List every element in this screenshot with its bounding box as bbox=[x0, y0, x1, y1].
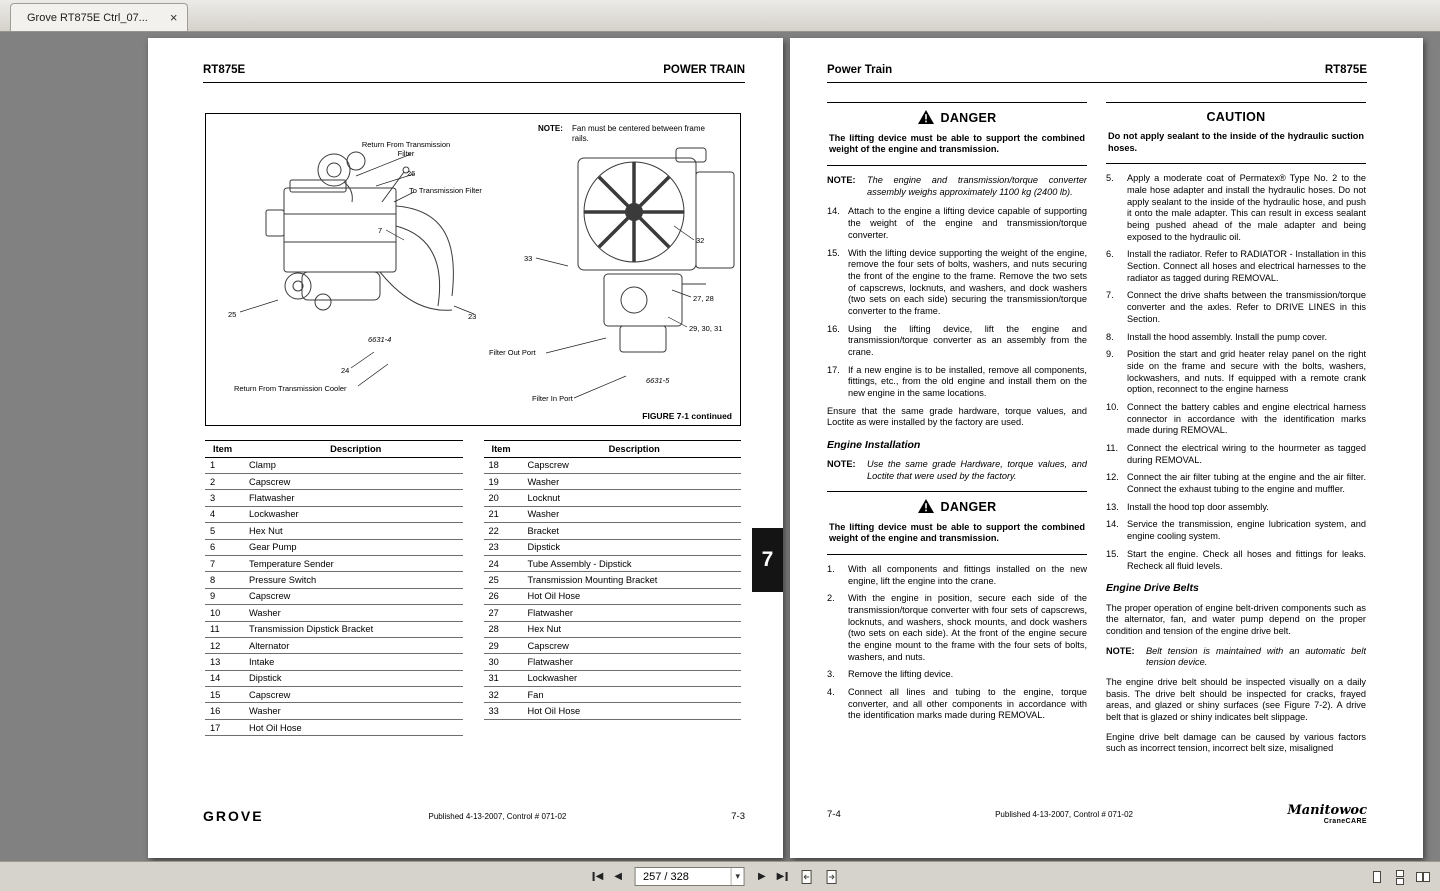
previous-view-button[interactable] bbox=[797, 868, 815, 886]
cranecare-wordmark: CraneCARE bbox=[1323, 818, 1367, 825]
item-number: 10 bbox=[210, 607, 221, 618]
continuous-view-icon bbox=[1392, 869, 1408, 885]
item-description: Pressure Switch bbox=[249, 575, 317, 586]
item-description: Flatwasher bbox=[249, 493, 295, 504]
table-row bbox=[484, 523, 742, 539]
step-number: 11. bbox=[1106, 443, 1119, 453]
item-number: 1 bbox=[210, 460, 216, 471]
item-number: 17 bbox=[210, 722, 221, 733]
step-text: With all components and fittings installed on the new engine, lift the engine into the crane. bbox=[848, 563, 1087, 586]
note-block bbox=[1106, 646, 1366, 669]
table-header-row bbox=[484, 441, 742, 458]
paragraph: Engine drive belt damage can be caused by various factors such as incorrect tension, incorrect belt size, misaligned bbox=[1106, 731, 1366, 754]
item-number: 22 bbox=[488, 525, 499, 536]
item-description: Washer bbox=[527, 509, 560, 520]
parts-table-2 bbox=[484, 440, 742, 736]
left-triangle-icon: ◀ bbox=[595, 870, 604, 882]
step-number: 5. bbox=[1106, 173, 1114, 184]
table-row bbox=[205, 507, 463, 523]
table-row bbox=[484, 671, 742, 687]
step-number: 9. bbox=[1106, 349, 1114, 360]
item-number: 3 bbox=[210, 493, 216, 504]
numbered-step bbox=[827, 669, 1087, 681]
numbered-step bbox=[1106, 549, 1366, 572]
step-number: 14. bbox=[827, 206, 840, 217]
parts-tables bbox=[205, 440, 741, 736]
note-block bbox=[827, 459, 1087, 482]
table-row bbox=[205, 622, 463, 638]
figure-callout: Return From Transmission Filter bbox=[361, 140, 451, 158]
item-description: Fan bbox=[527, 689, 544, 700]
item-description: Temperature Sender bbox=[249, 558, 334, 569]
danger-text: The lifting device must be able to support the combined weight of the engine and transmission. bbox=[829, 132, 1085, 155]
warning-triangle-icon bbox=[918, 499, 934, 517]
item-description: Flatwasher bbox=[527, 656, 573, 667]
item-description: Transmission Dipstick Bracket bbox=[249, 624, 374, 635]
figure-note bbox=[538, 124, 718, 144]
item-number: 28 bbox=[488, 624, 499, 635]
item-number: 4 bbox=[210, 509, 216, 520]
next-view-icon bbox=[823, 869, 839, 885]
danger-box bbox=[827, 102, 1087, 166]
right-triangle-icon: ▶ bbox=[757, 870, 766, 882]
item-number: 6 bbox=[210, 542, 216, 553]
item-description: Hot Oil Hose bbox=[249, 722, 302, 733]
first-page-button[interactable] bbox=[590, 870, 606, 884]
page-header bbox=[827, 64, 1367, 83]
danger-box bbox=[827, 491, 1087, 555]
manitowoc-logo bbox=[1287, 804, 1367, 825]
header-section: Power Train bbox=[827, 64, 893, 76]
table-header-row bbox=[205, 441, 463, 458]
two-page-view-button[interactable] bbox=[1414, 868, 1432, 886]
step-text: Using the lifting device, lift the engine and transmission/torque converter as an assembly from the crane. bbox=[848, 323, 1087, 357]
numbered-step bbox=[1106, 402, 1366, 437]
step-number: 2. bbox=[827, 593, 835, 604]
page-indicator-value: 257 / 328 bbox=[642, 870, 689, 883]
item-number: 18 bbox=[488, 460, 499, 471]
item-description: Intake bbox=[249, 656, 275, 667]
item-description: Washer bbox=[249, 706, 281, 717]
table-row bbox=[484, 540, 742, 556]
table-row bbox=[484, 687, 742, 703]
manitowoc-wordmark: Manitowoc bbox=[1287, 803, 1367, 818]
page-header bbox=[203, 64, 745, 83]
figure-callout: To Transmission Filter bbox=[409, 186, 482, 195]
pdf-toolbar bbox=[0, 861, 1440, 891]
previous-page-button[interactable] bbox=[612, 870, 624, 884]
item-description: Washer bbox=[249, 607, 281, 618]
numbered-step bbox=[827, 248, 1087, 318]
item-description: Capscrew bbox=[249, 591, 291, 602]
numbered-step bbox=[1106, 443, 1366, 466]
item-number: 33 bbox=[488, 706, 499, 717]
item-number: 16 bbox=[210, 706, 221, 717]
header-model: RT875E bbox=[203, 64, 246, 76]
item-number: 20 bbox=[488, 493, 499, 504]
step-text: Install the hood assembly. Install the pump cover. bbox=[1127, 331, 1328, 342]
right-triangle-icon: ▶ bbox=[776, 870, 785, 882]
window-tab-bar bbox=[0, 0, 1440, 32]
note-text: Belt tension is maintained with an automatic belt tension device. bbox=[1146, 645, 1366, 668]
item-number: 21 bbox=[488, 509, 499, 520]
item-number: 9 bbox=[210, 591, 216, 602]
column-right bbox=[1106, 102, 1366, 792]
page-footer bbox=[203, 808, 745, 824]
item-number: 5 bbox=[210, 525, 216, 536]
step-text: Install the radiator. Refer to RADIATOR - Installation in this Section. Connect all hoses and electrical harnesses to the radiator as tagged during REMOVAL. bbox=[1127, 249, 1366, 283]
item-description: Tube Assembly - Dipstick bbox=[527, 558, 632, 569]
step-number: 16. bbox=[827, 323, 840, 334]
step-text: Remove the lifting device. bbox=[848, 669, 954, 680]
item-number: 31 bbox=[488, 673, 499, 684]
table-row bbox=[205, 490, 463, 506]
document-tab[interactable] bbox=[10, 3, 188, 31]
parts-table-1 bbox=[205, 440, 463, 736]
danger-title: DANGER bbox=[940, 110, 997, 125]
table-row bbox=[484, 703, 742, 719]
single-page-view-icon bbox=[1369, 869, 1385, 885]
table-row bbox=[484, 556, 742, 572]
item-number: 8 bbox=[210, 575, 216, 586]
first-page-bar-icon bbox=[593, 872, 595, 881]
note-text: The engine and transmission/torque converter assembly weighs approximately 1100 kg (2400 lb). bbox=[867, 175, 1087, 197]
numbered-step bbox=[1106, 173, 1366, 243]
figure-callout: 33 bbox=[524, 254, 533, 263]
numbered-step bbox=[1106, 249, 1366, 284]
subsection-heading: Engine Drive Belts bbox=[1106, 582, 1199, 595]
figure-callout: 25 bbox=[228, 310, 237, 319]
figure-number-right: 6631-5 bbox=[646, 376, 670, 385]
table-row bbox=[205, 572, 463, 588]
table-row bbox=[205, 654, 463, 670]
item-description: Bracket bbox=[527, 525, 560, 536]
step-number: 10. bbox=[1106, 401, 1119, 412]
header-section: POWER TRAIN bbox=[663, 64, 745, 76]
step-text: Start the engine. Check all hoses and fittings for leaks. Recheck all fluid levels. bbox=[1127, 548, 1366, 571]
step-text: Connect the drive shafts between the transmission/torque converter and the axles. Refer to DRIVE LINES in this Section. bbox=[1127, 290, 1366, 324]
figure-callout: Filter Out Port bbox=[489, 348, 536, 357]
description-header: Description bbox=[608, 443, 660, 454]
step-number: 15. bbox=[1106, 548, 1119, 559]
item-number: 19 bbox=[488, 476, 499, 487]
caution-box bbox=[1106, 102, 1366, 164]
numbered-step bbox=[827, 365, 1087, 400]
item-description: Alternator bbox=[249, 640, 290, 651]
item-number: 25 bbox=[488, 575, 499, 586]
step-text: If a new engine is to be installed, remove all components, fittings, etc., from the old engine and install them on the new engine in the same locations. bbox=[848, 364, 1087, 399]
caution-title: CAUTION bbox=[1206, 110, 1266, 124]
table-row bbox=[484, 622, 742, 638]
table-row bbox=[205, 474, 463, 490]
item-number: 23 bbox=[488, 542, 499, 553]
last-page-button[interactable] bbox=[775, 870, 791, 884]
step-text: Service the transmission, engine lubrication system, and engine cooling system. bbox=[1127, 519, 1366, 542]
table-row bbox=[205, 605, 463, 621]
step-text: Install the hood top door assembly. bbox=[1127, 501, 1269, 512]
step-number: 6. bbox=[1106, 249, 1114, 260]
item-description: Hot Oil Hose bbox=[527, 591, 581, 602]
item-description: Gear Pump bbox=[249, 542, 297, 553]
item-number: 27 bbox=[488, 607, 499, 618]
note-block bbox=[827, 175, 1087, 198]
table-row bbox=[205, 703, 463, 719]
note-label: NOTE: bbox=[1106, 645, 1135, 656]
figure-callout: Filter In Port bbox=[532, 394, 573, 403]
item-description: Capscrew bbox=[527, 460, 569, 471]
table-row bbox=[484, 605, 742, 621]
item-description: Capscrew bbox=[249, 689, 291, 700]
item-number: 32 bbox=[488, 689, 499, 700]
danger-title: DANGER bbox=[940, 499, 997, 514]
table-row bbox=[205, 556, 463, 572]
numbered-step bbox=[827, 687, 1087, 722]
published-note: Published 4-13-2007, Control # 071-02 bbox=[995, 810, 1133, 819]
figure-callout: 29, 30, 31 bbox=[689, 324, 723, 333]
figure-callout: Return From Transmission Cooler bbox=[234, 384, 347, 393]
item-description: Lockwasher bbox=[249, 509, 299, 520]
table-row bbox=[205, 687, 463, 703]
item-number: 12 bbox=[210, 640, 221, 651]
step-text: Attach to the engine a lifting device capable of supporting the weight of the engine and transmission/torque converter. bbox=[848, 206, 1087, 240]
column-left bbox=[827, 102, 1087, 792]
figure-callout: 23 bbox=[468, 312, 477, 321]
step-text: With the engine in position, secure each side of the transmission/torque converter with four sets of capscrews, locknuts, and washers, shock mounts, and dock washers (two sets on each side). At the front of the engine secure the engine mount to the frame with the four sets of bolts, washers, and nuts. bbox=[848, 593, 1087, 662]
chevron-down-icon[interactable]: ▾ bbox=[730, 868, 744, 885]
step-number: 3. bbox=[827, 669, 835, 680]
published-note: Published 4-13-2007, Control # 071-02 bbox=[428, 811, 567, 821]
step-number: 14. bbox=[1106, 519, 1119, 530]
item-header: Item bbox=[213, 443, 233, 454]
page-footer bbox=[827, 804, 1367, 825]
numbered-step bbox=[1106, 502, 1366, 514]
manual-page-right bbox=[790, 38, 1423, 858]
step-text: Connect all lines and tubing to the engine, torque converter, and all other components in accordance with the identification marks made during REMOVAL. bbox=[848, 687, 1087, 721]
step-text: Connect the electrical wiring to the hourmeter as tagged during REMOVAL. bbox=[1127, 443, 1366, 465]
item-description: Hot Oil Hose bbox=[527, 706, 581, 717]
table-row bbox=[484, 654, 742, 670]
table-row bbox=[484, 638, 742, 654]
figure-callout: 7 bbox=[378, 226, 383, 235]
numbered-step bbox=[827, 324, 1087, 359]
table-row bbox=[484, 474, 742, 490]
next-page-button[interactable] bbox=[756, 870, 768, 884]
step-number: 15. bbox=[827, 247, 840, 258]
item-description: Hex Nut bbox=[249, 525, 283, 536]
figure-number-left: 6631-4 bbox=[368, 335, 392, 344]
single-page-view-button[interactable] bbox=[1368, 868, 1386, 886]
item-description: Flatwasher bbox=[527, 607, 573, 618]
item-number: 13 bbox=[210, 656, 221, 667]
item-number: 7 bbox=[210, 558, 216, 569]
paragraph: The engine drive belt should be inspected visually on a daily basis. The drive belt should be inspected for cracks, frayed areas, and glazed or shiny surfaces (see Figure 7-2). A drive belt that is glazed or shiny indicates belt slippage. bbox=[1106, 676, 1366, 723]
table-row bbox=[205, 540, 463, 556]
numbered-step bbox=[1106, 472, 1366, 495]
table-row bbox=[205, 458, 463, 474]
figure-callout: 26 bbox=[407, 169, 416, 178]
warning-triangle-icon bbox=[918, 110, 934, 128]
paragraph: The proper operation of engine belt-driven components such as the alternator, fan, and water pump depend on the proper condition and tension of the engine drive belt. bbox=[1106, 602, 1366, 636]
two-page-view-icon bbox=[1415, 869, 1431, 885]
numbered-step bbox=[1106, 332, 1366, 344]
table-row bbox=[205, 589, 463, 605]
item-number: 30 bbox=[488, 656, 499, 667]
step-number: 4. bbox=[827, 687, 835, 698]
figure-callout: 24 bbox=[341, 366, 350, 375]
table-row bbox=[205, 523, 463, 539]
table-row bbox=[484, 490, 742, 506]
item-header: Item bbox=[491, 443, 511, 454]
note-label: NOTE: bbox=[827, 175, 856, 186]
item-description: Dipstick bbox=[249, 673, 282, 684]
note-label: NOTE: bbox=[827, 459, 856, 470]
last-page-bar-icon bbox=[785, 872, 787, 881]
continuous-view-button[interactable] bbox=[1391, 868, 1409, 886]
page-number: 7-4 bbox=[827, 809, 841, 820]
item-description: Washer bbox=[527, 476, 560, 487]
numbered-step bbox=[1106, 519, 1366, 542]
step-text: Apply a moderate coat of Permatex® Type No. 2 to the male hose adapter and install the hydraulic hoses. Do not apply sealant to the inside of the hydraulic hose, and push it onto the male adapter. This can result in excess sealant being pushed ahead of the male adapter and being exposed to the hydraulic oil. bbox=[1127, 173, 1366, 242]
item-description: Clamp bbox=[249, 460, 276, 471]
header-model: RT875E bbox=[1324, 64, 1367, 76]
page-number: 7-3 bbox=[731, 810, 745, 822]
table-row bbox=[484, 458, 742, 474]
item-number: 14 bbox=[210, 673, 221, 684]
description-header: Description bbox=[330, 443, 382, 454]
numbered-step bbox=[827, 206, 1087, 241]
step-number: 12. bbox=[1106, 472, 1119, 483]
item-number: 11 bbox=[210, 624, 220, 635]
previous-view-icon bbox=[798, 869, 814, 885]
numbered-step bbox=[827, 564, 1087, 587]
step-text: With the lifting device supporting the weight of the engine, remove the four sets of bolts, washers, and nuts securing the front of the engine to the frame. Remove the two sets of capscrews, locknuts, and washers, and dock washers (two sets on each side) securing the transmission/torque converter to the frame. bbox=[848, 247, 1087, 316]
document-tab-title: Grove RT875E Ctrl_07... bbox=[27, 11, 148, 24]
subsection-heading: Engine Installation bbox=[827, 439, 921, 452]
table-row bbox=[484, 507, 742, 523]
step-text: Connect the air filter tubing at the engine and the air filter. Connect the exhaust tubing to the engine and muffler. bbox=[1127, 472, 1366, 495]
step-number: 7. bbox=[1106, 290, 1114, 301]
item-number: 29 bbox=[488, 640, 499, 651]
table-row bbox=[484, 589, 742, 605]
figure-caption: FIGURE 7-1 continued bbox=[642, 411, 732, 421]
step-number: 17. bbox=[827, 364, 840, 375]
item-description: Hex Nut bbox=[527, 624, 562, 635]
step-number: 1. bbox=[827, 563, 835, 574]
next-view-button[interactable] bbox=[822, 868, 840, 886]
step-number: 13. bbox=[1106, 501, 1119, 512]
item-description: Capscrew bbox=[527, 640, 569, 651]
chapter-thumb-tab: 7 bbox=[752, 528, 783, 592]
numbered-step bbox=[1106, 290, 1366, 325]
table-row bbox=[484, 572, 742, 588]
item-number: 24 bbox=[488, 558, 499, 569]
grove-logo: GROVE bbox=[203, 808, 264, 824]
caution-text: Do not apply sealant to the inside of the hydraulic suction hoses. bbox=[1108, 130, 1364, 153]
table-row bbox=[205, 671, 463, 687]
table-row bbox=[205, 638, 463, 654]
note-label: NOTE: bbox=[538, 124, 563, 133]
figure-callout: 32 bbox=[696, 236, 705, 245]
item-description: Transmission Mounting Bracket bbox=[527, 575, 658, 586]
figure-7-1 bbox=[205, 113, 741, 426]
manual-page-left bbox=[148, 38, 783, 858]
left-triangle-icon: ◀ bbox=[614, 870, 622, 882]
step-text: Position the start and grid heater relay panel on the right side on the frame and secure with the bolts, washers, lockwashers, and nuts. If equipped with a remote crank option, reconnect to the engine harness bbox=[1127, 349, 1366, 395]
text-columns bbox=[827, 102, 1367, 792]
item-description: Locknut bbox=[527, 493, 561, 504]
table-row bbox=[205, 720, 463, 736]
danger-text: The lifting device must be able to support the combined weight of the engine and transmission. bbox=[829, 521, 1085, 544]
numbered-step bbox=[827, 593, 1087, 663]
step-text: Connect the battery cables and engine electrical harness connector in accordance with the identification marks made during REMOVAL. bbox=[1127, 401, 1366, 436]
item-description: Dipstick bbox=[527, 542, 561, 553]
page-number-input[interactable] bbox=[635, 867, 745, 886]
item-number: 15 bbox=[210, 689, 221, 700]
item-description: Lockwasher bbox=[527, 673, 578, 684]
numbered-step bbox=[1106, 349, 1366, 396]
item-number: 2 bbox=[210, 476, 216, 487]
note-text: Fan must be centered between frame rails. bbox=[572, 124, 705, 143]
close-icon[interactable]: × bbox=[169, 10, 178, 25]
item-number: 26 bbox=[488, 591, 499, 602]
note-text: Use the same grade Hardware, torque values, and Loctite that were used by the factory. bbox=[867, 459, 1087, 482]
pdf-viewport bbox=[0, 32, 1440, 861]
paragraph: Ensure that the same grade hardware, torque values, and Loctite as were installed by the factory are used. bbox=[827, 405, 1087, 428]
step-number: 8. bbox=[1106, 331, 1114, 342]
item-description: Capscrew bbox=[249, 476, 291, 487]
figure-callout: 27, 28 bbox=[693, 294, 714, 303]
